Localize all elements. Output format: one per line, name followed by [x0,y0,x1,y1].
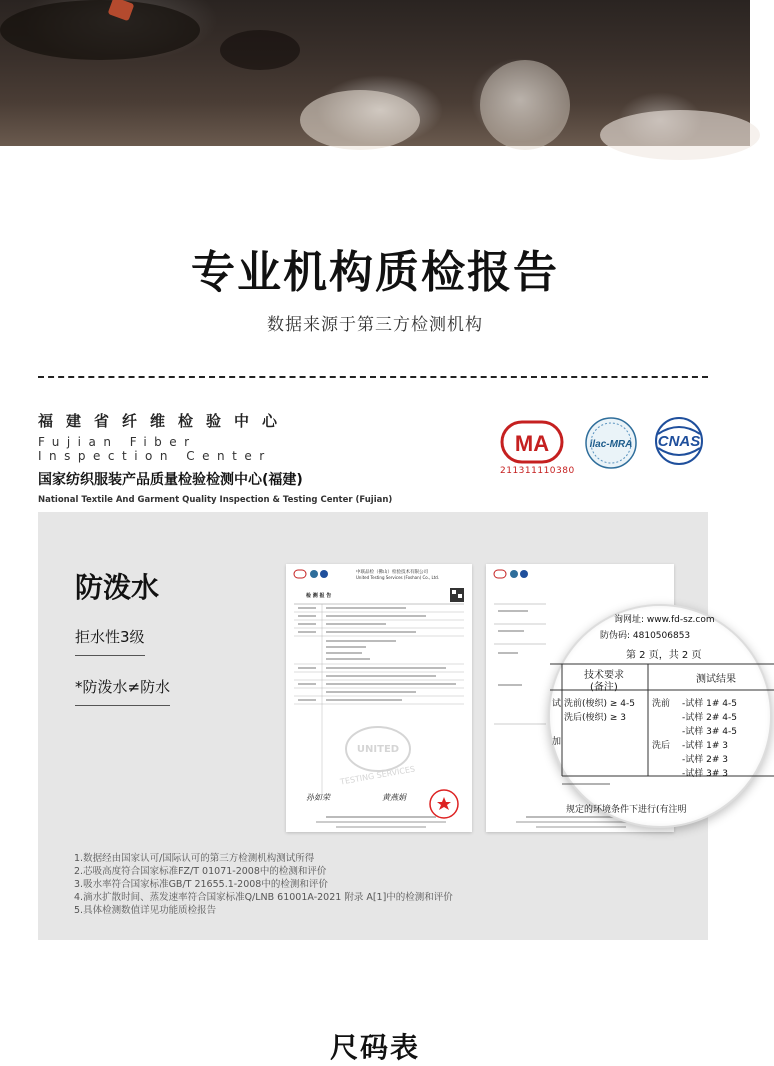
notes-list [74,852,453,917]
institution-full-name-en: National Textile And Garment Quality Inspection & Testing Center (Fujian) [38,495,393,505]
zoom-code: 防伪码: 4810506853 [600,631,691,641]
page-title: 专业机构质检报告 [191,247,559,298]
svg-text:检 测 报 告: 检 测 报 告 [306,593,332,599]
page-subtitle: 数据来源于第三方检测机构 [267,315,483,335]
zoom-col-requirement: 技术要求 [584,670,624,681]
next-section-title: 尺码表 [329,1031,420,1064]
zoom-result-1: -试样 1# 4-5 [682,699,737,709]
zoom-page: 第 2 页，共 2 页 [626,650,702,661]
zoom-col-result: 测试结果 [696,674,736,685]
zoom-before-label: 洗前 [652,699,671,709]
ilac-mra-logo [584,416,638,470]
hero-banner-image [0,0,750,146]
test-report-page-1 [286,564,472,832]
zoom-result-5: -试样 2# 3 [682,755,728,765]
ma-code: 211311110380 [500,466,575,476]
test-report-page-2 [486,564,737,832]
zoom-left-char-1: 试 [552,699,562,709]
zoom-footer-text: 规定的环境条件下进行(有注明 [566,805,687,815]
institution-name-en: Fujian Fiber Inspection Center [38,435,272,463]
ma-logo [500,420,564,464]
institution-name-cn: 福建省纤维检验中心 [38,412,291,430]
svg-text:CNAS: CNAS [657,433,701,450]
doc1-org-en: United Testing Services (Foshan) Co., Ltd. [356,575,440,580]
svg-text:ilac-MRA: ilac-MRA [589,439,633,450]
note-item: 3.吸水率符合国家标准GB/T 21655.1-2008中的检测和评价 [74,879,328,890]
svg-text:黄燕娟: 黄燕娟 [382,793,406,802]
panel-tag-note: *防泼水≠防水 [75,676,170,706]
water-repellent-panel [38,512,737,940]
panel-heading: 防泼水 [75,571,160,604]
svg-text:MA: MA [514,431,550,456]
cnas-logo [648,416,710,466]
note-item: 2.芯吸高度符合国家标准FZ/T 01071-2008中的检测和评价 [74,866,327,877]
zoom-result-2: -试样 2# 4-5 [682,713,737,723]
zoom-req-before: 洗前(梭织) ≥ 4-5 [564,699,635,709]
svg-text:UNITED: UNITED [356,744,400,755]
institution-header [38,410,393,505]
zoom-after-label: 洗后 [652,741,671,751]
doc1-org-cn: 中联品检（佛山）检验技术有限公司 [356,570,428,575]
zoom-result-6: -试样 3# 3 [682,769,728,779]
zoom-result-3: -试样 3# 4-5 [682,727,737,737]
report-page-1-content [286,564,472,832]
note-item: 4.滴水扩散时间、蒸发速率符合国家标准Q/LNB 61001A-2021 附录 A[1]中的检测和评价 [74,892,453,903]
panel-tag-grade: 拒水性3级 [75,626,145,656]
institution-full-name-cn: 国家纺织服装产品质量检验检测中心(福建) [38,472,303,488]
svg-text:孙如荣: 孙如荣 [306,793,330,802]
zoom-result-4: -试样 1# 3 [682,741,728,751]
note-item: 5.具体检测数值详见功能质检报告 [74,905,217,916]
zoom-website: 询网址: www.fd-sz.com [614,615,715,625]
svg-text:TESTING SERVICES: TESTING SERVICES [339,764,416,787]
zoom-req-after: 洗后(梭织) ≥ 3 [564,713,627,723]
certification-logos [500,416,710,480]
report-magnifier [548,604,772,828]
dashed-divider [38,376,708,378]
note-item: 1.数据经由国家认可/国际认可的第三方检测机构测试所得 [74,853,315,864]
zoom-col-note: (备注) [590,682,618,693]
zoom-left-char-2: 加 [552,737,562,747]
